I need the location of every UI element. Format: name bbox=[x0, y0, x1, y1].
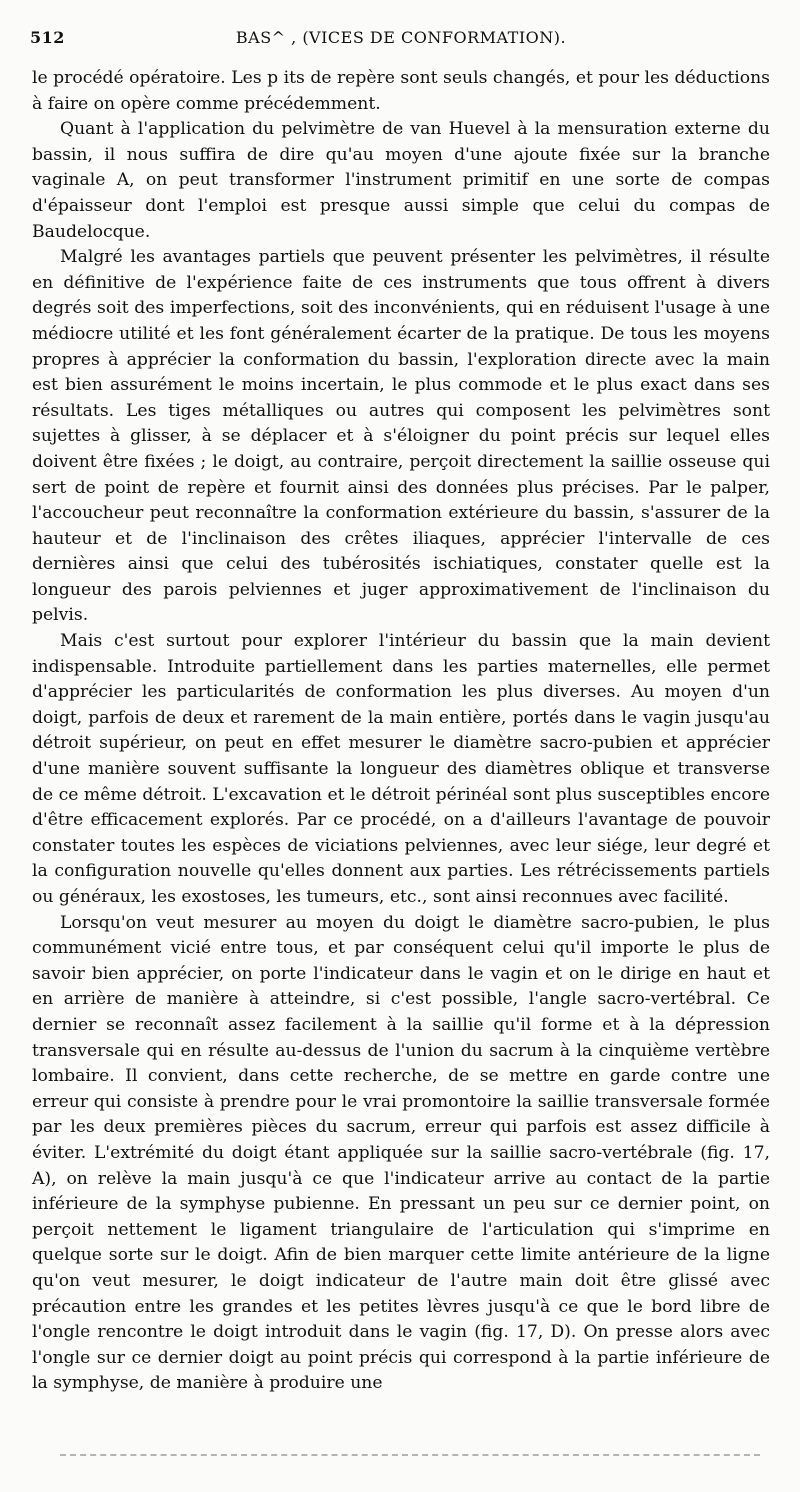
paragraph-text: Malgré les avantages partiels que peuvent présenter les pelvimètres, il résulte en définitive de l'expérience faite de ces instruments que tous offrent à divers degrés soit des imperfections, soit des inconvénients, qui en réduisent l'usage à une médiocre utilité et les font généralement écarter de la pratique. De tous les moyens propres à apprécier la conformation du bassin, l'exploration directe avec la main est bien assurément le moins incertain, le plus commode et le plus exact dans ses résultats. Les tiges métalliques ou autres qui composent les pelvimètres sont sujettes à glisser, à se déplacer et à s'éloigner du point précis sur lequel elles doivent être fixées ; le doigt, au contraire, perçoit directement la saillie osseuse qui sert de point de repère et fournit ainsi des données plus précises. Par le palper, l'accoucheur peut reconnaître la conformation extérieure du bassin, s'assurer de la hauteur et de l'inclinaison des crêtes iliaques, apprécier l'intervalle de ces dernières ainsi que celui des tubérosités ischiatiques, constater quelle est la longueur des parois pelviennes et juger approximativement de l'inclinaison du pelvis. bbox=[32, 247, 770, 626]
body-text bbox=[32, 66, 770, 1397]
paragraph bbox=[32, 629, 770, 911]
paragraph bbox=[32, 245, 770, 629]
page-number: 512 bbox=[30, 28, 65, 47]
paragraph bbox=[32, 117, 770, 245]
paragraph-text: le procédé opératoire. Les p its de repère sont seuls changés, et pour les déductions à faire on opère comme précédemment. bbox=[32, 68, 770, 114]
paragraph bbox=[32, 66, 770, 117]
running-title: BAS^ , (VICES DE CONFORMATION). bbox=[235, 28, 567, 47]
paragraph-text: Mais c'est surtout pour explorer l'intérieur du bassin que la main devient indispensable. Introduite partiellement dans les parties maternelles, elle permet d'apprécier les particularités de conformation les plus diverses. Au moyen d'un doigt, parfois de deux et rarement de la main entière, portés dans le vagin jusqu'au détroit supérieur, on peut en effet mesurer le diamètre sacro-pubien et apprécier d'une manière souvent suffisante la longueur des diamètres oblique et transverse de ce même détroit. L'excavation et le détroit périnéal sont plus susceptibles encore d'être efficacement explorés. Par ce procédé, on a d'ailleurs l'avantage de pouvoir constater toutes les espèces de viciations pelviennes, avec leur siége, leur degré et la configuration nouvelle qu'elles donnent aux parties. Les rétrécissements partiels ou généraux, les exostoses, les tumeurs, etc., sont ainsi reconnues avec facilité. bbox=[32, 631, 770, 907]
page-header bbox=[30, 28, 772, 52]
footer-rule bbox=[60, 1454, 760, 1456]
paragraph-text: Quant à l'application du pelvimètre de van Huevel à la mensuration externe du bassin, il nous suffira de dire qu'au moyen d'une ajoute fixée sur la branche vaginale A, on peut transformer l'instrument primitif en une sorte de compas d'épaisseur dont l'emploi est presque aussi simple que celui du compas de Baudelocque. bbox=[32, 119, 770, 242]
paragraph bbox=[32, 911, 770, 1397]
paragraph-text: Lorsqu'on veut mesurer au moyen du doigt le diamètre sacro-pubien, le plus communément vicié entre tous, et par conséquent celui qu'il importe le plus de savoir bien apprécier, on porte l'indicateur dans le vagin et on le dirige en haut et en arrière de manière à atteindre, si c'est possible, l'angle sacro-vertébral. Ce dernier se reconnaît assez facilement à la saillie qu'il forme et à la dépression transversale qui en résulte au-dessus de l'union du sacrum à la cinquième vertèbre lombaire. Il convient, dans cette recherche, de se mettre en garde contre une erreur qui consiste à prendre pour le vrai promontoire la saillie transversale formée par les deux premières pièces du sacrum, erreur qui parfois est assez difficile à éviter. L'extrémité du doigt étant appliquée sur la saillie sacro-vertébrale (fig. 17, A), on relève la main jusqu'à ce que l'indicateur arrive au contact de la partie inférieure de la symphyse pubienne. En pressant un peu sur ce dernier point, on perçoit nettement le ligament triangulaire de l'articulation qui s'imprime en quelque sorte sur le doigt. Afin de bien marquer cette limite antérieure de la ligne qu'on veut mesurer, le doigt indicateur de l'autre main doit être glissé avec précaution entre les grandes et les petites lèvres jusqu'à ce que le bord libre de l'ongle rencontre le doigt introduit dans le vagin (fig. 17, D). On presse alors avec l'ongle sur ce dernier doigt au point précis qui correspond à la partie inférieure de la symphyse, de manière à produire une bbox=[32, 912, 770, 1394]
